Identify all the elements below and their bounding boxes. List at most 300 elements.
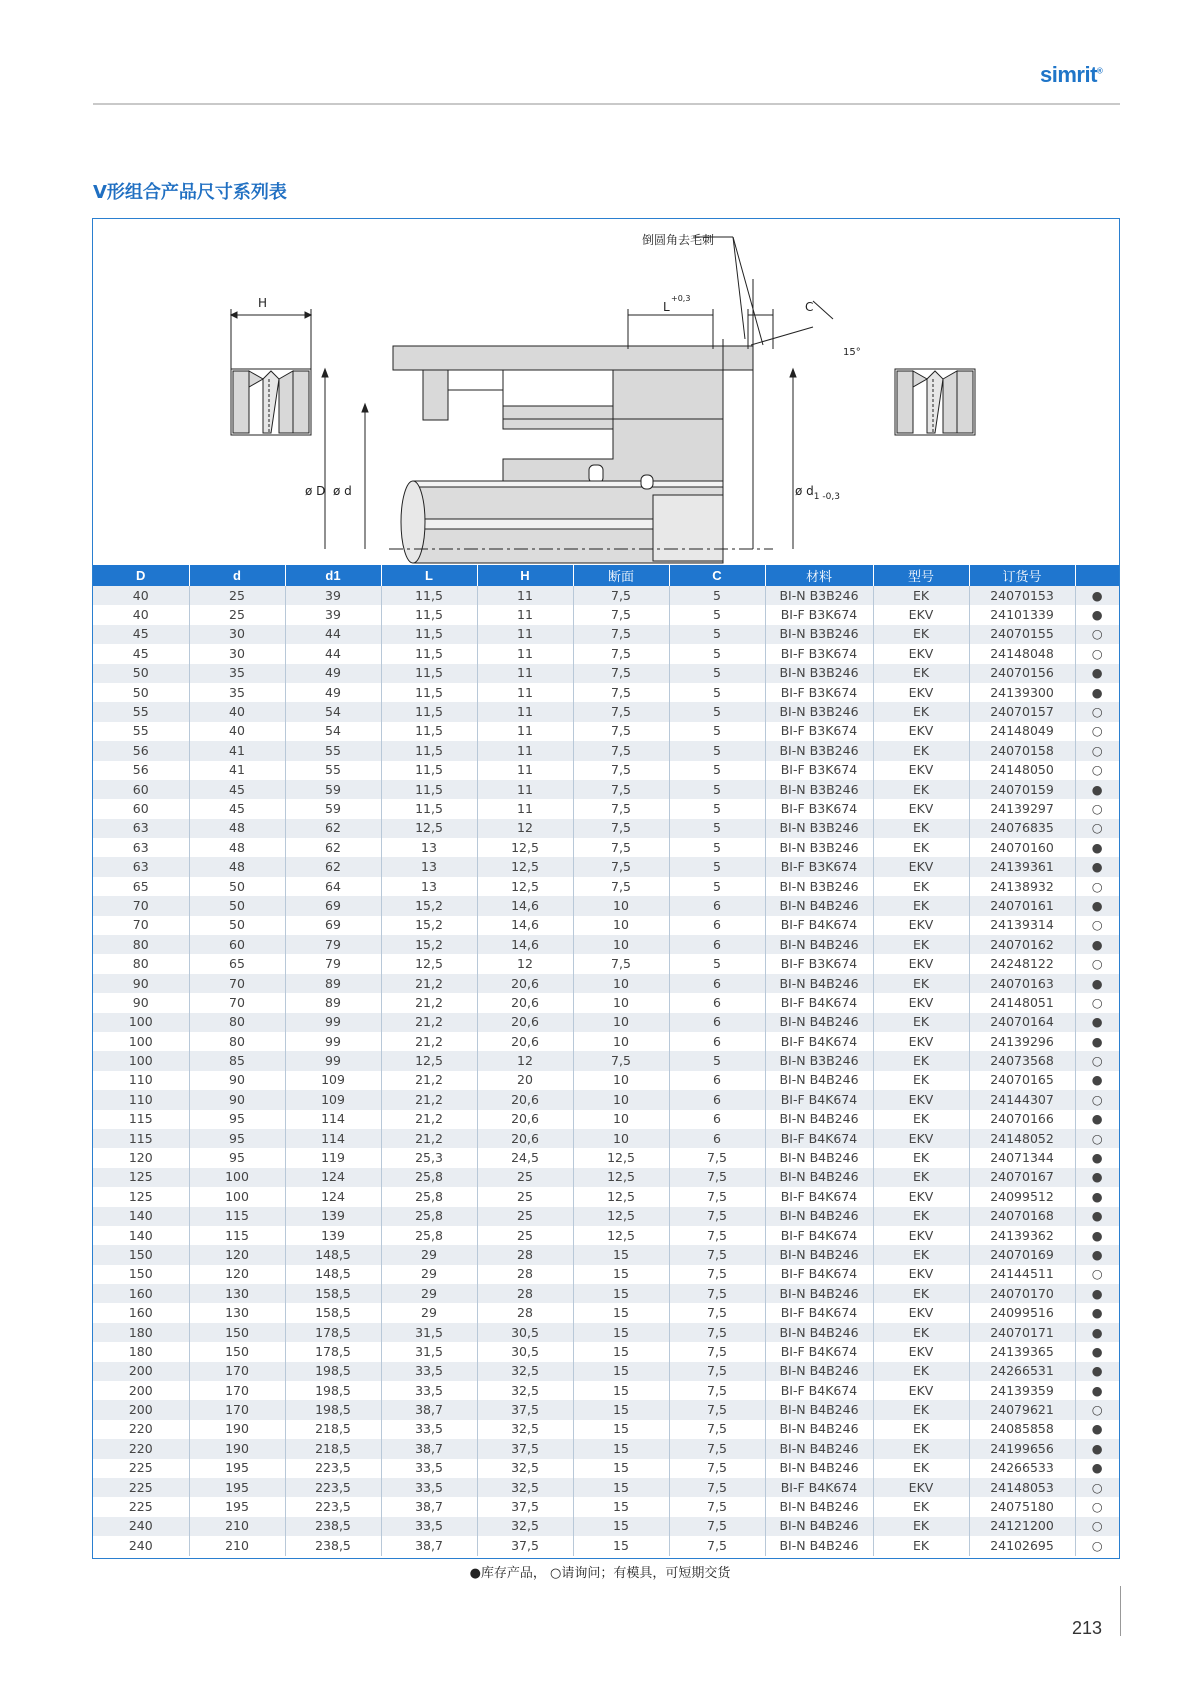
cell-stock: ● [1075,1207,1119,1226]
cell-section: 7,5 [573,722,669,741]
cell-stock: ○ [1075,1478,1119,1497]
table-row [93,1536,1119,1555]
table-header-row [93,565,1119,586]
col-header-d: d [189,565,285,586]
cell-material: BI-F B4K674 [765,1478,873,1497]
cell-material: BI-N B3B246 [765,741,873,760]
cell-order-no: 24070163 [969,974,1075,993]
cell-material: BI-N B4B246 [765,1284,873,1303]
cell-order-no: 24139365 [969,1342,1075,1361]
cell-d: 48 [189,838,285,857]
cell-D: 40 [132,607,149,623]
cell-material: BI-F B4K674 [765,1226,873,1245]
cell-order-no: 24148049 [969,722,1075,741]
cell-stock: ● [1075,1148,1119,1167]
cell-type: EKV [873,1129,969,1148]
deburr-note: 倒圆角去毛刺 [642,233,715,247]
cell-D: 220 [128,1421,153,1437]
cell-stock: ○ [1075,1090,1119,1109]
cell-D: 80 [132,936,149,952]
cell-type: EK [873,974,969,993]
cell-material: BI-F B3K674 [765,605,873,624]
table-row [93,916,1119,935]
cell-L: 33,5 [381,1381,477,1400]
cell-section: 15 [573,1420,669,1439]
cell-d1: 59 [285,799,381,818]
cell-C: 5 [669,702,765,721]
cell-material: BI-F B3K674 [765,683,873,702]
cell-C: 6 [669,1110,765,1129]
cell-order-no: 24121200 [969,1517,1075,1536]
cell-section: 10 [573,896,669,915]
table-row [93,1362,1119,1381]
cell-D: 100 [128,1053,153,1069]
cell-stock: ● [1075,935,1119,954]
cell-d: 210 [189,1536,285,1555]
cell-d1: 44 [285,644,381,663]
cell-C: 7,5 [669,1265,765,1284]
cell-order-no: 24070162 [969,935,1075,954]
cell-order-no: 24148053 [969,1478,1075,1497]
cell-H: 11 [477,702,573,721]
cell-d1: 54 [285,722,381,741]
cell-type: EK [873,780,969,799]
cell-section: 7,5 [573,761,669,780]
col-header-L: L [381,565,477,586]
header-rule [93,103,1120,105]
cell-section: 15 [573,1265,669,1284]
cell-L: 13 [381,877,477,896]
label-l: L [663,300,670,314]
cell-d1: 79 [285,954,381,973]
cell-section: 7,5 [573,664,669,683]
cell-L: 12,5 [381,1051,477,1070]
cell-d: 35 [189,683,285,702]
cell-L: 11,5 [381,683,477,702]
cell-C: 7,5 [669,1536,765,1555]
cell-d1: 223,5 [285,1459,381,1478]
cell-section: 10 [573,1129,669,1148]
cell-material: BI-N B3B246 [765,819,873,838]
cell-type: EKV [873,1381,969,1400]
cell-H: 32,5 [477,1362,573,1381]
table-row [93,664,1119,683]
cell-D: 70 [132,917,149,933]
cell-d: 150 [189,1323,285,1342]
cell-d1: 238,5 [285,1536,381,1555]
table-row [93,1459,1119,1478]
cell-d1: 158,5 [285,1303,381,1322]
cell-L: 11,5 [381,644,477,663]
table-row [93,644,1119,663]
cell-H: 32,5 [477,1478,573,1497]
cell-L: 29 [381,1284,477,1303]
cell-d1: 114 [285,1129,381,1148]
cell-order-no: 24199656 [969,1439,1075,1458]
cell-type: EK [873,625,969,644]
cell-d: 80 [189,1013,285,1032]
table-row [93,1013,1119,1032]
cell-d1: 44 [285,625,381,644]
cell-d1: 223,5 [285,1497,381,1516]
cell-material: BI-N B4B246 [765,1420,873,1439]
cell-order-no: 24139296 [969,1032,1075,1051]
cell-section: 15 [573,1303,669,1322]
cell-D: 55 [132,723,149,739]
cell-d1: 139 [285,1226,381,1245]
table-row [93,1110,1119,1129]
cell-C: 7,5 [669,1187,765,1206]
cell-C: 7,5 [669,1323,765,1342]
cell-order-no: 24070164 [969,1013,1075,1032]
cell-type: EK [873,1148,969,1167]
cell-material: BI-N B3B246 [765,780,873,799]
cell-H: 11 [477,799,573,818]
cell-L: 11,5 [381,586,477,605]
cell-L: 29 [381,1265,477,1284]
cell-type: EKV [873,644,969,663]
cell-section: 7,5 [573,857,669,876]
cell-material: BI-F B4K674 [765,1032,873,1051]
cell-H: 25 [477,1207,573,1226]
table-row [93,857,1119,876]
cell-d1: 55 [285,761,381,780]
cell-stock: ● [1075,1245,1119,1264]
cell-material: BI-F B4K674 [765,1342,873,1361]
cell-type: EK [873,1110,969,1129]
cell-order-no: 24071344 [969,1148,1075,1167]
cell-D: 110 [128,1091,153,1107]
brand-text: simrit [1040,62,1097,87]
cell-H: 12,5 [477,877,573,896]
cell-d: 85 [189,1051,285,1070]
cell-C: 5 [669,625,765,644]
cell-d: 70 [189,974,285,993]
cell-stock: ○ [1075,702,1119,721]
cell-d1: 114 [285,1110,381,1129]
cell-D: 140 [128,1227,153,1243]
cell-stock: ● [1075,1110,1119,1129]
cell-order-no: 24070169 [969,1245,1075,1264]
cell-type: EKV [873,799,969,818]
cell-H: 11 [477,625,573,644]
cell-type: EK [873,1362,969,1381]
cell-order-no: 24070170 [969,1284,1075,1303]
table-row [93,1071,1119,1090]
cell-section: 10 [573,935,669,954]
cell-type: EK [873,1284,969,1303]
cell-section: 7,5 [573,780,669,799]
cell-d: 90 [189,1071,285,1090]
cell-H: 14,6 [477,896,573,915]
cell-material: BI-N B3B246 [765,702,873,721]
cell-stock: ● [1075,1439,1119,1458]
cell-d: 80 [189,1032,285,1051]
cell-H: 12 [477,819,573,838]
cell-d1: 39 [285,586,381,605]
left-seal-set [231,309,311,435]
cell-C: 6 [669,1032,765,1051]
cell-D: 55 [132,704,149,720]
cell-order-no: 24139297 [969,799,1075,818]
cell-type: EK [873,1400,969,1419]
cell-D: 125 [128,1188,153,1204]
cell-order-no: 24070168 [969,1207,1075,1226]
cell-d: 195 [189,1497,285,1516]
cell-stock: ○ [1075,761,1119,780]
cell-stock: ● [1075,838,1119,857]
cell-D: 120 [128,1150,153,1166]
cell-H: 11 [477,683,573,702]
cell-d: 115 [189,1226,285,1245]
cell-stock: ● [1075,1303,1119,1322]
cell-type: EK [873,1439,969,1458]
cell-L: 12,5 [381,954,477,973]
page-number: 213 [1072,1618,1103,1638]
cell-d: 190 [189,1420,285,1439]
cell-H: 37,5 [477,1439,573,1458]
cell-type: EK [873,1517,969,1536]
cell-stock: ● [1075,1226,1119,1245]
cell-stock: ● [1075,1168,1119,1187]
cell-d: 100 [189,1168,285,1187]
label-d1: ø $d_{1 -0,3}$ [795,484,840,502]
cell-d: 25 [189,586,285,605]
cell-d: 195 [189,1478,285,1497]
cell-L: 33,5 [381,1478,477,1497]
cell-material: BI-F B3K674 [765,799,873,818]
cell-section: 12,5 [573,1187,669,1206]
cell-order-no: 24139359 [969,1381,1075,1400]
cell-H: 28 [477,1245,573,1264]
brand-logo [1040,62,1102,88]
cell-d: 40 [189,702,285,721]
cell-type: EK [873,1207,969,1226]
cell-type: EK [873,1013,969,1032]
shaft [389,475,773,563]
cell-d: 120 [189,1265,285,1284]
cell-L: 15,2 [381,935,477,954]
cell-D: 200 [128,1382,153,1398]
cell-section: 7,5 [573,819,669,838]
cell-C: 7,5 [669,1381,765,1400]
cell-order-no: 24079621 [969,1400,1075,1419]
cell-L: 11,5 [381,625,477,644]
cell-C: 5 [669,722,765,741]
cell-d1: 39 [285,605,381,624]
cell-d1: 79 [285,935,381,954]
cell-C: 7,5 [669,1284,765,1303]
cell-order-no: 24070159 [969,780,1075,799]
cell-stock: ○ [1075,1536,1119,1555]
cell-C: 7,5 [669,1439,765,1458]
cell-D: 225 [128,1479,153,1495]
cell-material: BI-F B3K674 [765,857,873,876]
label-inner-diameter: ø d [333,484,352,498]
cell-C: 7,5 [669,1497,765,1516]
col-header-order-no: 订货号 [969,565,1075,586]
cell-D: 150 [128,1266,153,1282]
cell-type: EKV [873,857,969,876]
cell-L: 11,5 [381,722,477,741]
cell-type: EK [873,1168,969,1187]
col-header-D: D [93,565,189,586]
cell-stock: ● [1075,683,1119,702]
cell-order-no: 24248122 [969,954,1075,973]
table-row [93,1265,1119,1284]
cell-section: 15 [573,1517,669,1536]
cell-order-no: 24070155 [969,625,1075,644]
cell-order-no: 24102695 [969,1536,1075,1555]
cell-material: BI-N B4B246 [765,1536,873,1555]
table-row [93,974,1119,993]
cell-type: EK [873,664,969,683]
cell-stock: ● [1075,1459,1119,1478]
cell-D: 90 [132,994,149,1010]
cell-order-no: 24144307 [969,1090,1075,1109]
col-header-stock [1075,565,1119,586]
cell-D: 70 [132,897,149,913]
cell-D: 56 [132,762,149,778]
cell-H: 20,6 [477,1013,573,1032]
cell-L: 11,5 [381,605,477,624]
cell-H: 24,5 [477,1148,573,1167]
cell-C: 7,5 [669,1207,765,1226]
cell-d: 40 [189,722,285,741]
cell-d1: 49 [285,664,381,683]
cell-type: EK [873,741,969,760]
cell-D: 200 [128,1402,153,1418]
cell-type: EK [873,1051,969,1070]
cell-section: 7,5 [573,954,669,973]
table-row [93,1168,1119,1187]
cell-stock: ○ [1075,954,1119,973]
cell-stock: ○ [1075,644,1119,663]
cell-material: BI-N B4B246 [765,1013,873,1032]
cell-H: 30,5 [477,1323,573,1342]
table-row [93,1051,1119,1070]
cell-D: 200 [128,1363,153,1379]
cell-L: 21,2 [381,1032,477,1051]
cell-d1: 99 [285,1051,381,1070]
cell-order-no: 24070158 [969,741,1075,760]
cell-d1: 99 [285,1032,381,1051]
cell-d: 130 [189,1303,285,1322]
cell-H: 28 [477,1265,573,1284]
label-h: H [258,296,268,310]
cell-C: 7,5 [669,1459,765,1478]
cell-order-no: 24139362 [969,1226,1075,1245]
cell-d1: 218,5 [285,1439,381,1458]
cell-section: 12,5 [573,1226,669,1245]
cell-section: 12,5 [573,1148,669,1167]
cell-type: EKV [873,761,969,780]
cell-L: 11,5 [381,702,477,721]
cell-d1: 99 [285,1013,381,1032]
cell-D: 220 [128,1440,153,1456]
cell-D: 45 [132,645,149,661]
cell-material: BI-N B3B246 [765,838,873,857]
cell-D: 45 [132,626,149,642]
cell-D: 225 [128,1460,153,1476]
cell-D: 150 [128,1246,153,1262]
cell-type: EK [873,935,969,954]
cell-D: 140 [128,1208,153,1224]
cell-section: 7,5 [573,625,669,644]
cell-L: 33,5 [381,1517,477,1536]
cell-material: BI-N B4B246 [765,1148,873,1167]
cell-L: 15,2 [381,916,477,935]
cell-type: EK [873,1497,969,1516]
cell-C: 5 [669,1051,765,1070]
cell-d1: 109 [285,1071,381,1090]
cell-C: 5 [669,761,765,780]
cell-D: 60 [132,800,149,816]
cell-H: 11 [477,741,573,760]
table-row [93,1090,1119,1109]
cell-material: BI-N B3B246 [765,664,873,683]
cell-d: 65 [189,954,285,973]
cell-section: 10 [573,1090,669,1109]
cell-d: 50 [189,916,285,935]
table-row [93,605,1119,624]
cell-type: EKV [873,1032,969,1051]
table-row [93,799,1119,818]
cell-d1: 69 [285,896,381,915]
cell-stock: ○ [1075,1400,1119,1419]
table-row [93,1284,1119,1303]
table-row [93,761,1119,780]
cell-D: 56 [132,742,149,758]
cell-H: 37,5 [477,1497,573,1516]
cell-d: 30 [189,625,285,644]
cell-type: EKV [873,1478,969,1497]
cell-d1: 124 [285,1168,381,1187]
cell-H: 11 [477,780,573,799]
cell-type: EK [873,1420,969,1439]
table-row [93,819,1119,838]
cell-section: 15 [573,1497,669,1516]
cell-type: EKV [873,683,969,702]
cell-d: 70 [189,993,285,1012]
cell-section: 15 [573,1342,669,1361]
cell-type: EK [873,1245,969,1264]
cell-section: 7,5 [573,799,669,818]
cell-D: 65 [132,878,149,894]
cell-D: 90 [132,975,149,991]
cell-L: 38,7 [381,1400,477,1419]
cell-d: 48 [189,857,285,876]
cell-H: 20,6 [477,1110,573,1129]
cell-d: 60 [189,935,285,954]
label-c: C [805,300,814,314]
table-row [93,935,1119,954]
cell-stock: ○ [1075,819,1119,838]
cell-material: BI-F B4K674 [765,1265,873,1284]
cell-stock: ○ [1075,799,1119,818]
cell-d1: 59 [285,780,381,799]
cell-type: EK [873,819,969,838]
table-row [93,702,1119,721]
cell-H: 14,6 [477,916,573,935]
cell-section: 15 [573,1478,669,1497]
cell-type: EK [873,1071,969,1090]
cell-type: EKV [873,1090,969,1109]
cell-stock: ● [1075,586,1119,605]
cell-stock: ○ [1075,1497,1119,1516]
cell-section: 12,5 [573,1207,669,1226]
cell-d: 190 [189,1439,285,1458]
